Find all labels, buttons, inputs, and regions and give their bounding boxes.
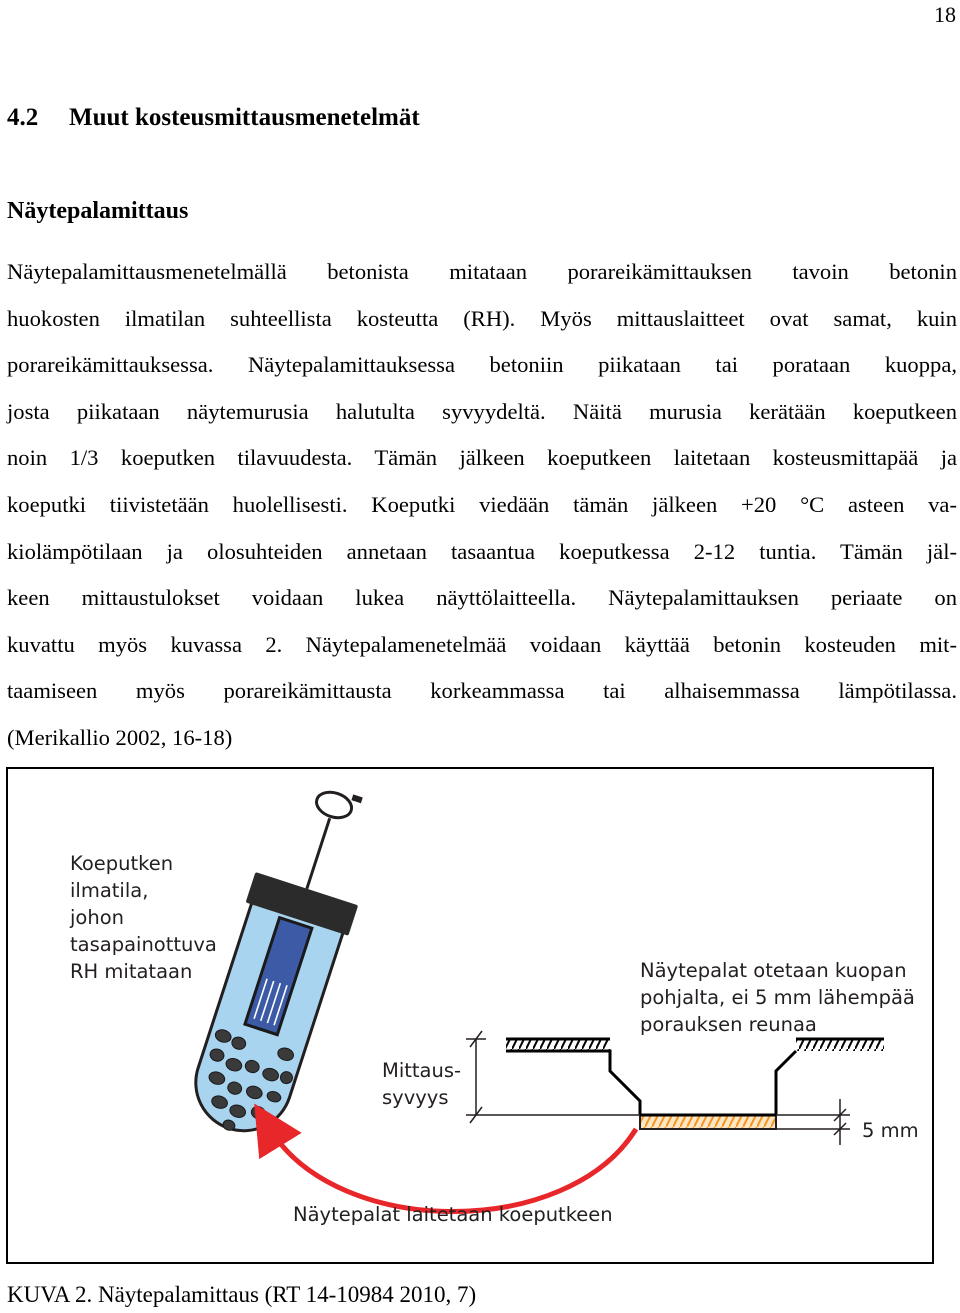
paragraph-line: kiolämpötilaan ja olosuhteiden annetaan tasaantua koeputkessa 2-12 tuntia. Tämän jäl- (7, 538, 957, 564)
sample-label: Näytepalat otetaan kuopan pohjalta, ei 5 mm lähempää porauksen reunaa (640, 959, 915, 1036)
paragraph-line: taamiseen myös porareikämittausta korkeammassa tai alhaisemmassa lämpötilassa. (7, 678, 957, 704)
body-paragraph (7, 249, 957, 762)
cable-coil (313, 788, 355, 822)
transfer-arrow (270, 1129, 636, 1212)
sampling-diagram (8, 769, 936, 1266)
figure-frame (6, 767, 934, 1264)
paragraph-line: koeputki tiivistetään huolellisesti. Koeputki viedään tämän jälkeen +20 °C asteen va- (7, 491, 957, 517)
paragraph-line: keen mittaustulokset voidaan lukea näyttölaitteella. Näytepalamittauksen periaate on (7, 585, 957, 611)
page-number: 18 (934, 2, 956, 27)
paragraph-line: (Merikallio 2002, 16-18) (7, 724, 233, 750)
section-title: Muut kosteusmittausmenetelmät (69, 104, 420, 131)
paragraph-line: Näytepalamittausmenetelmällä betonista mitataan porareikämittauksen tavoin betonin (7, 259, 957, 284)
test-tube (177, 773, 390, 1147)
paragraph-line: noin 1/3 koeputken tilavuudesta. Tämän jälkeen koeputkeen laitetaan kosteusmittapää ja (7, 445, 957, 471)
arrow-label: Näytepalat laitetaan koeputkeen (293, 1203, 613, 1226)
section-number: 4.2 (7, 104, 39, 131)
subheading: Näytepalamittaus (7, 198, 189, 224)
depth-label: Mittaus- syvyys (382, 1059, 462, 1109)
paragraph-line: huokosten ilmatilan suhteellista kosteutta (RH). Myös mittauslaitteet ovat samat, kuin (7, 305, 957, 331)
offset-dimension (776, 1099, 850, 1145)
figure-caption: KUVA 2. Näytepalamittaus (RT 14-10984 2010, 7) (7, 1282, 477, 1307)
tube-label: Koeputken ilmatila, johon tasapainottuva RH mitataan (70, 852, 217, 983)
paragraph-line: kuvattu myös kuvassa 2. Näytepalamenetelmää voidaan käyttää betonin kosteuden mit- (7, 631, 957, 657)
section-heading (7, 104, 420, 132)
paragraph-line: porareikämittauksessa. Näytepalamittauksessa betoniin piikataan tai porataan kuoppa, (7, 352, 957, 378)
offset-label: 5 mm (862, 1119, 919, 1142)
paragraph-line: josta piikataan näytemurusia halutulta syvyydeltä. Näitä murusia kerätään koeputkeen (7, 398, 957, 424)
probe-cable (307, 818, 330, 888)
